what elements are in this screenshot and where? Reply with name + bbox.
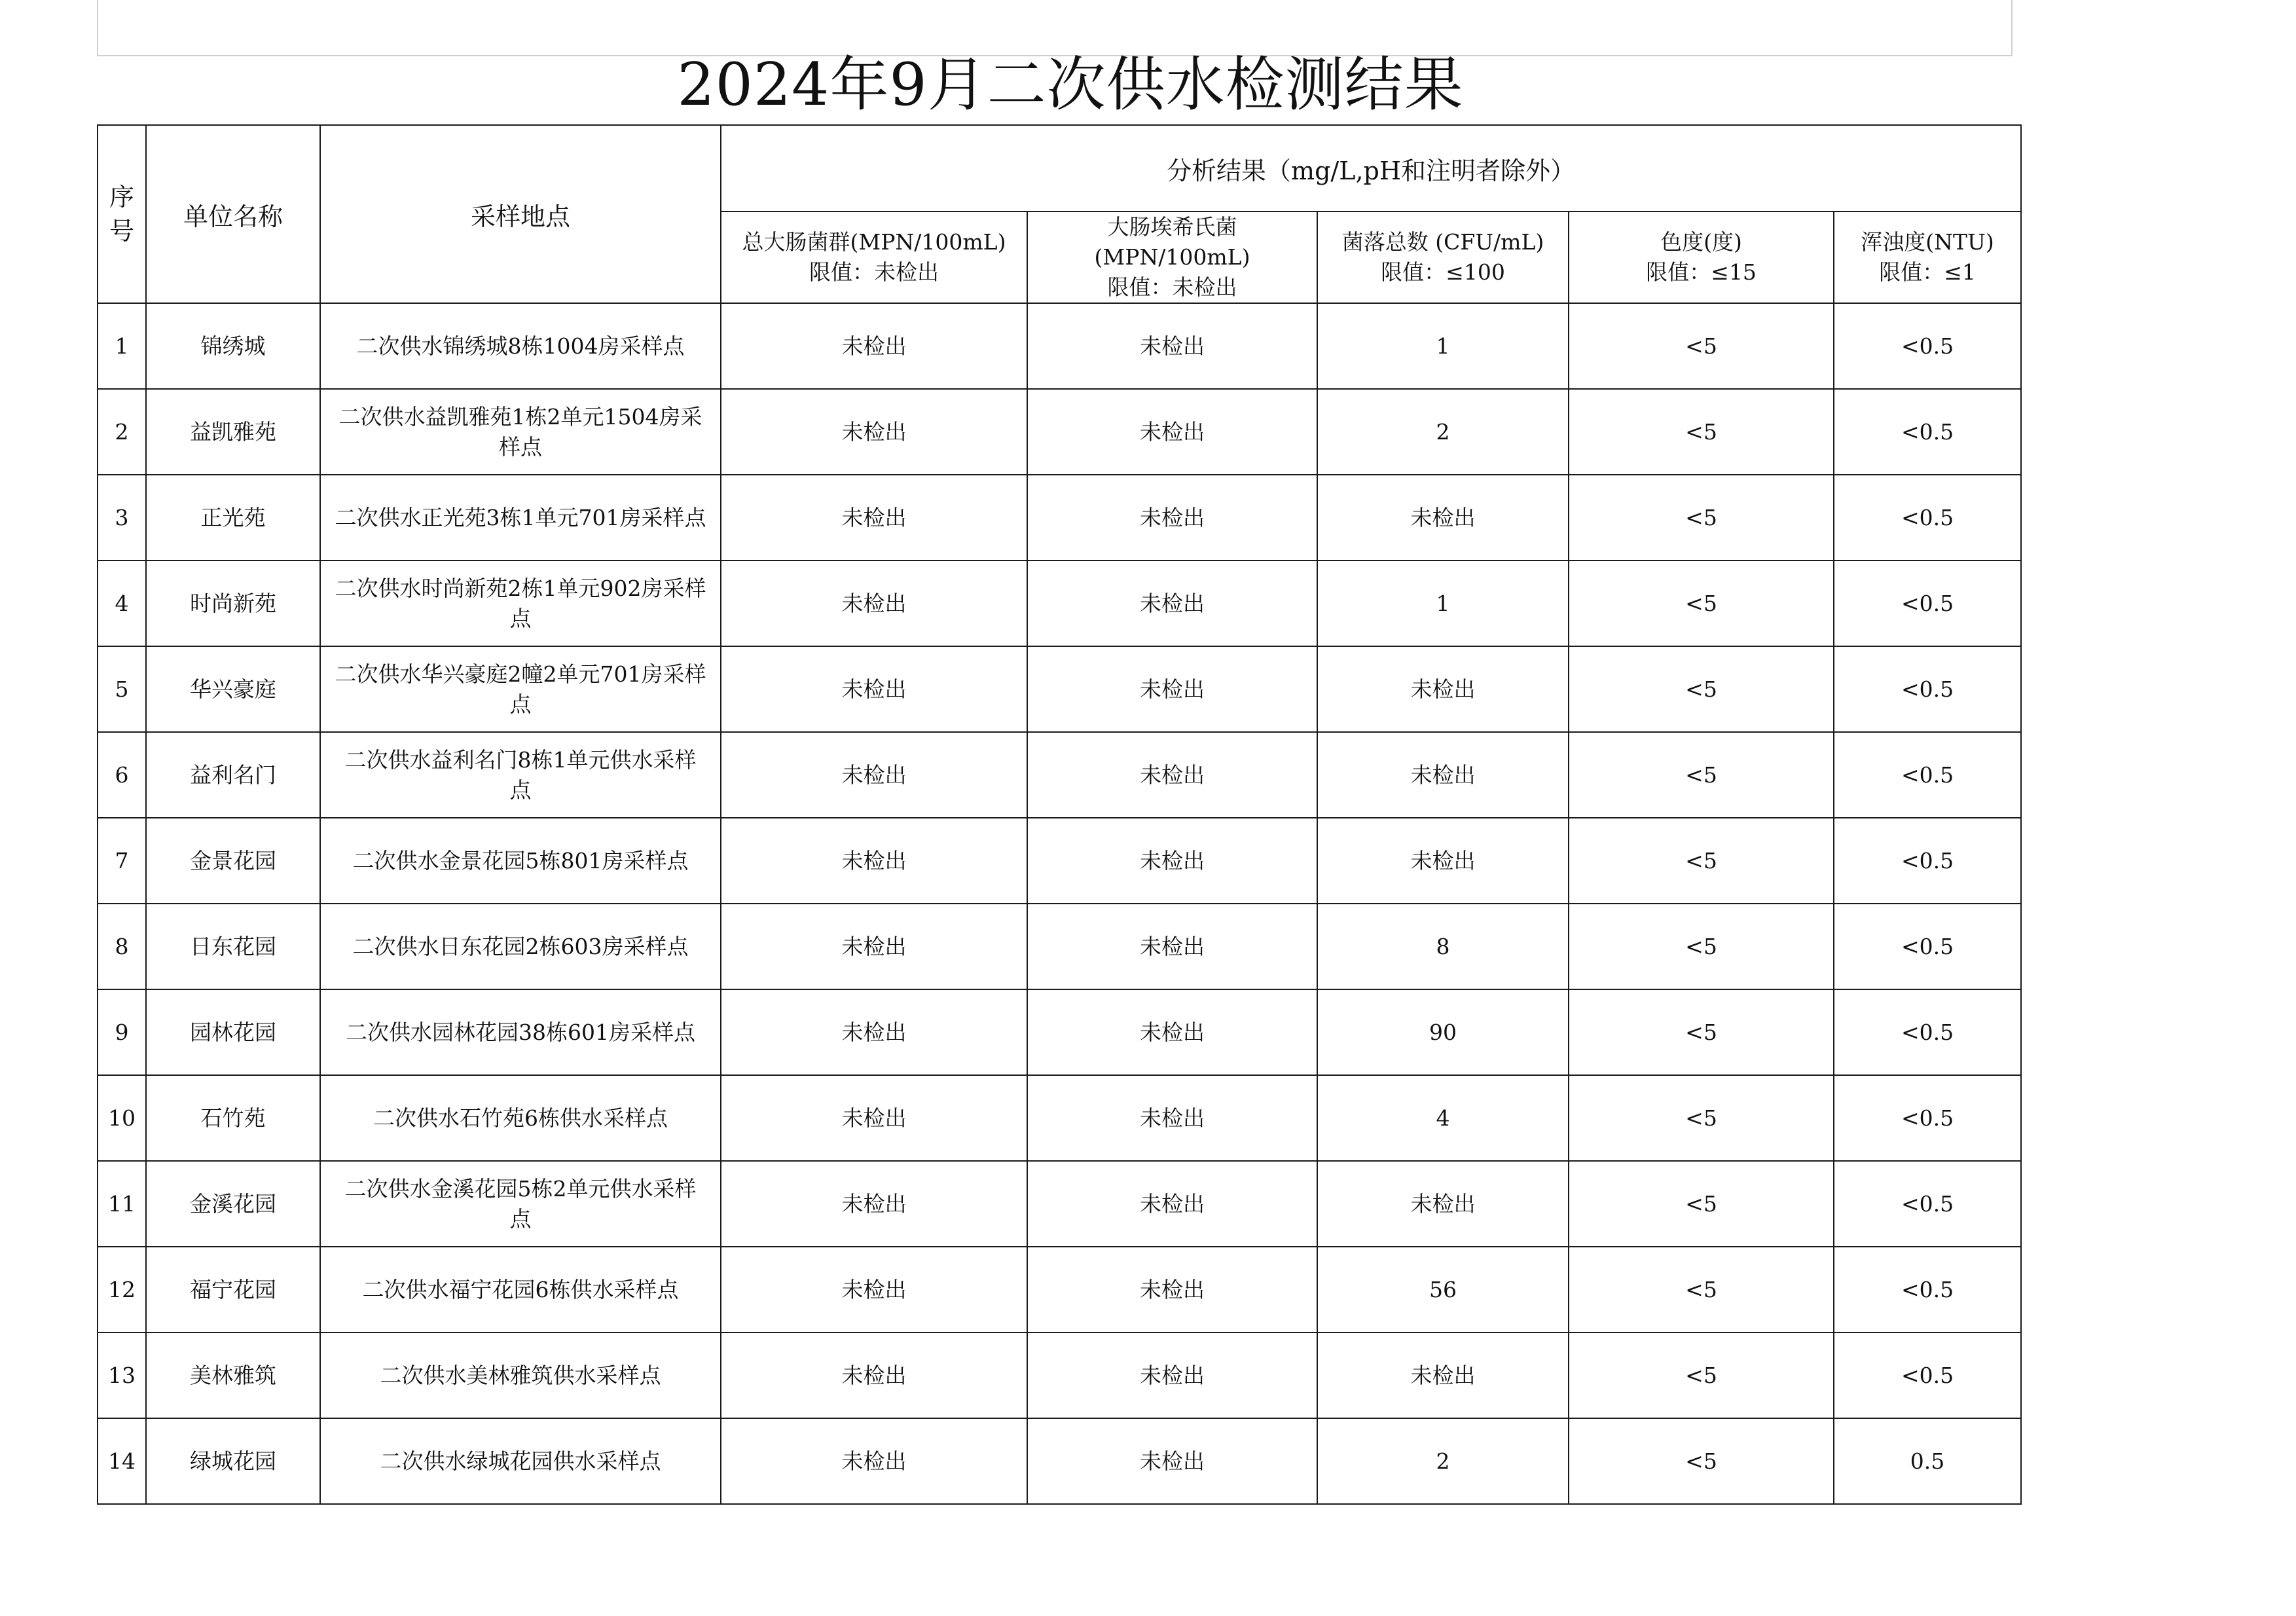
sample-location-line: 二次供水金景花园5栋801房采样点 xyxy=(352,847,689,873)
unit-name-cell: 日东花园 xyxy=(146,904,320,989)
table-row xyxy=(98,1247,2021,1332)
row-no-cell: 5 xyxy=(98,646,146,732)
table-row xyxy=(98,560,2021,646)
turbidity-cell: 0.5 xyxy=(1834,1418,2021,1504)
sample-location-cell xyxy=(320,1332,721,1418)
sample-location-cell xyxy=(320,646,721,732)
row-no-cell: 7 xyxy=(98,818,146,904)
unit-name-cell: 石竹苑 xyxy=(146,1075,320,1161)
colony-count-cell: 8 xyxy=(1317,904,1569,989)
table-row xyxy=(98,1161,2021,1247)
total-coliform-cell: 未检出 xyxy=(721,989,1027,1075)
colony-count-cell: 1 xyxy=(1317,560,1569,646)
sample-location-line: 二次供水益利名门8栋1单元供水采样 xyxy=(344,746,697,773)
sample-location-line: 二次供水园林花园38栋601房采样点 xyxy=(346,1019,695,1045)
total-coliform-cell: 未检出 xyxy=(721,818,1027,904)
sample-location-cell xyxy=(320,475,721,560)
total-coliform-cell: 未检出 xyxy=(721,475,1027,560)
colony-count-cell: 56 xyxy=(1317,1247,1569,1332)
colony-count-cell: 未检出 xyxy=(1317,1161,1569,1247)
unit-name-cell: 时尚新苑 xyxy=(146,560,320,646)
turbidity-cell: <0.5 xyxy=(1834,303,2021,389)
table-row xyxy=(98,1075,2021,1161)
col-header-turbidity: 浑浊度(NTU) 限值：≤1 xyxy=(1834,211,2021,303)
total-coliform-cell: 未检出 xyxy=(721,646,1027,732)
table-row xyxy=(98,475,2021,560)
e-coli-cell: 未检出 xyxy=(1027,818,1317,904)
turbidity-cell: <0.5 xyxy=(1834,389,2021,475)
sample-location-cell xyxy=(320,732,721,818)
col-header-unit-name: 单位名称 xyxy=(146,125,320,303)
e-coli-cell: 未检出 xyxy=(1027,1075,1317,1161)
turbidity-cell: <0.5 xyxy=(1834,560,2021,646)
colony-count-cell: 1 xyxy=(1317,303,1569,389)
color-cell: <5 xyxy=(1569,1161,1834,1247)
row-no-cell: 4 xyxy=(98,560,146,646)
total-coliform-cell: 未检出 xyxy=(721,1332,1027,1418)
color-cell: <5 xyxy=(1569,389,1834,475)
unit-name-cell: 益凯雅苑 xyxy=(146,389,320,475)
e-coli-cell: 未检出 xyxy=(1027,475,1317,560)
turbidity-cell: <0.5 xyxy=(1834,818,2021,904)
sample-location-line: 二次供水日东花园2栋603房采样点 xyxy=(352,933,689,959)
e-coli-cell: 未检出 xyxy=(1027,1161,1317,1247)
sample-location-line: 二次供水石竹苑6栋供水采样点 xyxy=(373,1105,668,1131)
table-row xyxy=(98,732,2021,818)
table-row xyxy=(98,389,2021,475)
sample-location-cell xyxy=(320,904,721,989)
table-row xyxy=(98,303,2021,389)
sample-location-line: 点 xyxy=(509,777,532,803)
total-coliform-cell: 未检出 xyxy=(721,1161,1027,1247)
col-header-analysis: 分析结果（mg/L,pH和注明者除外） xyxy=(721,125,2021,211)
sample-location-line: 二次供水绿城花园供水采样点 xyxy=(380,1448,661,1474)
table-row xyxy=(98,1332,2021,1418)
turbidity-cell: <0.5 xyxy=(1834,1247,2021,1332)
turbidity-cell: <0.5 xyxy=(1834,1161,2021,1247)
e-coli-cell: 未检出 xyxy=(1027,560,1317,646)
unit-name-cell: 锦绣城 xyxy=(146,303,320,389)
row-no-cell: 13 xyxy=(98,1332,146,1418)
col-header-sample-location: 采样地点 xyxy=(320,125,721,303)
sample-location-cell xyxy=(320,1075,721,1161)
total-coliform-cell: 未检出 xyxy=(721,904,1027,989)
total-coliform-cell: 未检出 xyxy=(721,303,1027,389)
colony-count-cell: 4 xyxy=(1317,1075,1569,1161)
colony-count-cell: 未检出 xyxy=(1317,646,1569,732)
sample-location-line: 二次供水锦绣城8栋1004房采样点 xyxy=(356,333,685,359)
table-row xyxy=(98,1418,2021,1504)
unit-name-cell: 绿城花园 xyxy=(146,1418,320,1504)
col-header-colony-count: 菌落总数 (CFU/mL) 限值：≤100 xyxy=(1317,211,1569,303)
row-no-cell: 10 xyxy=(98,1075,146,1161)
table-row xyxy=(98,904,2021,989)
table-row xyxy=(98,646,2021,732)
color-cell: <5 xyxy=(1569,904,1834,989)
color-cell: <5 xyxy=(1569,1075,1834,1161)
colony-count-cell: 2 xyxy=(1317,1418,1569,1504)
sample-location-line: 二次供水正光苑3栋1单元701房采样点 xyxy=(335,504,706,530)
color-cell: <5 xyxy=(1569,646,1834,732)
unit-name-cell: 益利名门 xyxy=(146,732,320,818)
row-no-cell: 14 xyxy=(98,1418,146,1504)
sample-location-line: 二次供水福宁花园6栋供水采样点 xyxy=(362,1276,679,1302)
turbidity-cell: <0.5 xyxy=(1834,475,2021,560)
row-no-cell: 11 xyxy=(98,1161,146,1247)
header-row xyxy=(98,125,2021,211)
total-coliform-cell: 未检出 xyxy=(721,389,1027,475)
sample-location-line: 点 xyxy=(509,691,532,717)
total-coliform-cell: 未检出 xyxy=(721,560,1027,646)
sample-location-cell xyxy=(320,1247,721,1332)
e-coli-cell: 未检出 xyxy=(1027,389,1317,475)
e-coli-cell: 未检出 xyxy=(1027,646,1317,732)
sample-location-line: 样点 xyxy=(499,433,542,460)
e-coli-cell: 未检出 xyxy=(1027,1332,1317,1418)
sample-location-line: 点 xyxy=(509,605,532,631)
unit-name-cell: 金溪花园 xyxy=(146,1161,320,1247)
colony-count-cell: 未检出 xyxy=(1317,475,1569,560)
unit-name-cell: 华兴豪庭 xyxy=(146,646,320,732)
sample-location-line: 二次供水美林雅筑供水采样点 xyxy=(380,1362,661,1388)
row-no-cell: 8 xyxy=(98,904,146,989)
table-body xyxy=(98,303,2021,1504)
table-row xyxy=(98,818,2021,904)
unit-name-cell: 美林雅筑 xyxy=(146,1332,320,1418)
turbidity-cell: <0.5 xyxy=(1834,1332,2021,1418)
turbidity-cell: <0.5 xyxy=(1834,904,2021,989)
sample-location-cell xyxy=(320,303,721,389)
color-cell: <5 xyxy=(1569,475,1834,560)
cropped-top-strip xyxy=(97,0,2013,56)
colony-count-cell: 未检出 xyxy=(1317,818,1569,904)
sample-location-line: 点 xyxy=(509,1205,532,1232)
total-coliform-cell: 未检出 xyxy=(721,732,1027,818)
sample-location-line: 二次供水时尚新苑2栋1单元902房采样 xyxy=(335,575,706,601)
total-coliform-cell: 未检出 xyxy=(721,1418,1027,1504)
colony-count-cell: 90 xyxy=(1317,989,1569,1075)
color-cell: <5 xyxy=(1569,818,1834,904)
color-cell: <5 xyxy=(1569,1247,1834,1332)
unit-name-cell: 福宁花园 xyxy=(146,1247,320,1332)
turbidity-cell: <0.5 xyxy=(1834,1075,2021,1161)
unit-name-cell: 正光苑 xyxy=(146,475,320,560)
turbidity-cell: <0.5 xyxy=(1834,646,2021,732)
colony-count-cell: 未检出 xyxy=(1317,1332,1569,1418)
col-header-seq: 序 号 xyxy=(98,125,146,303)
page-title: 2024年9月二次供水检测结果 xyxy=(677,50,1464,119)
color-cell: <5 xyxy=(1569,560,1834,646)
color-cell: <5 xyxy=(1569,1418,1834,1504)
row-no-cell: 2 xyxy=(98,389,146,475)
e-coli-cell: 未检出 xyxy=(1027,1418,1317,1504)
color-cell: <5 xyxy=(1569,989,1834,1075)
sample-location-cell xyxy=(320,989,721,1075)
unit-name-cell: 金景花园 xyxy=(146,818,320,904)
e-coli-cell: 未检出 xyxy=(1027,904,1317,989)
total-coliform-cell: 未检出 xyxy=(721,1247,1027,1332)
table-row xyxy=(98,989,2021,1075)
row-no-cell: 12 xyxy=(98,1247,146,1332)
sample-location-cell xyxy=(320,818,721,904)
unit-name-cell: 园林花园 xyxy=(146,989,320,1075)
total-coliform-cell: 未检出 xyxy=(721,1075,1027,1161)
sample-location-cell xyxy=(320,389,721,475)
results-table xyxy=(97,124,2022,1505)
row-no-cell: 3 xyxy=(98,475,146,560)
sample-location-line: 二次供水金溪花园5栋2单元供水采样 xyxy=(344,1175,697,1202)
e-coli-cell: 未检出 xyxy=(1027,989,1317,1075)
col-header-total-coliform: 总大肠菌群(MPN/100mL) 限值：未检出 xyxy=(721,211,1027,303)
sample-location-cell xyxy=(320,1161,721,1247)
colony-count-cell: 未检出 xyxy=(1317,732,1569,818)
turbidity-cell: <0.5 xyxy=(1834,989,2021,1075)
color-cell: <5 xyxy=(1569,732,1834,818)
sample-location-cell xyxy=(320,1418,721,1504)
sample-location-cell xyxy=(320,560,721,646)
col-header-e-coli: 大肠埃希氏菌(MPN/100mL) 限值：未检出 xyxy=(1027,211,1317,303)
e-coli-cell: 未检出 xyxy=(1027,303,1317,389)
turbidity-cell: <0.5 xyxy=(1834,732,2021,818)
row-no-cell: 1 xyxy=(98,303,146,389)
e-coli-cell: 未检出 xyxy=(1027,732,1317,818)
row-no-cell: 6 xyxy=(98,732,146,818)
sample-location-line: 二次供水益凯雅苑1栋2单元1504房采 xyxy=(338,403,702,430)
sample-location-line: 二次供水华兴豪庭2幢2单元701房采样 xyxy=(335,661,706,687)
color-cell: <5 xyxy=(1569,303,1834,389)
color-cell: <5 xyxy=(1569,1332,1834,1418)
colony-count-cell: 2 xyxy=(1317,389,1569,475)
row-no-cell: 9 xyxy=(98,989,146,1075)
col-header-color: 色度(度) 限值：≤15 xyxy=(1569,211,1834,303)
e-coli-cell: 未检出 xyxy=(1027,1247,1317,1332)
